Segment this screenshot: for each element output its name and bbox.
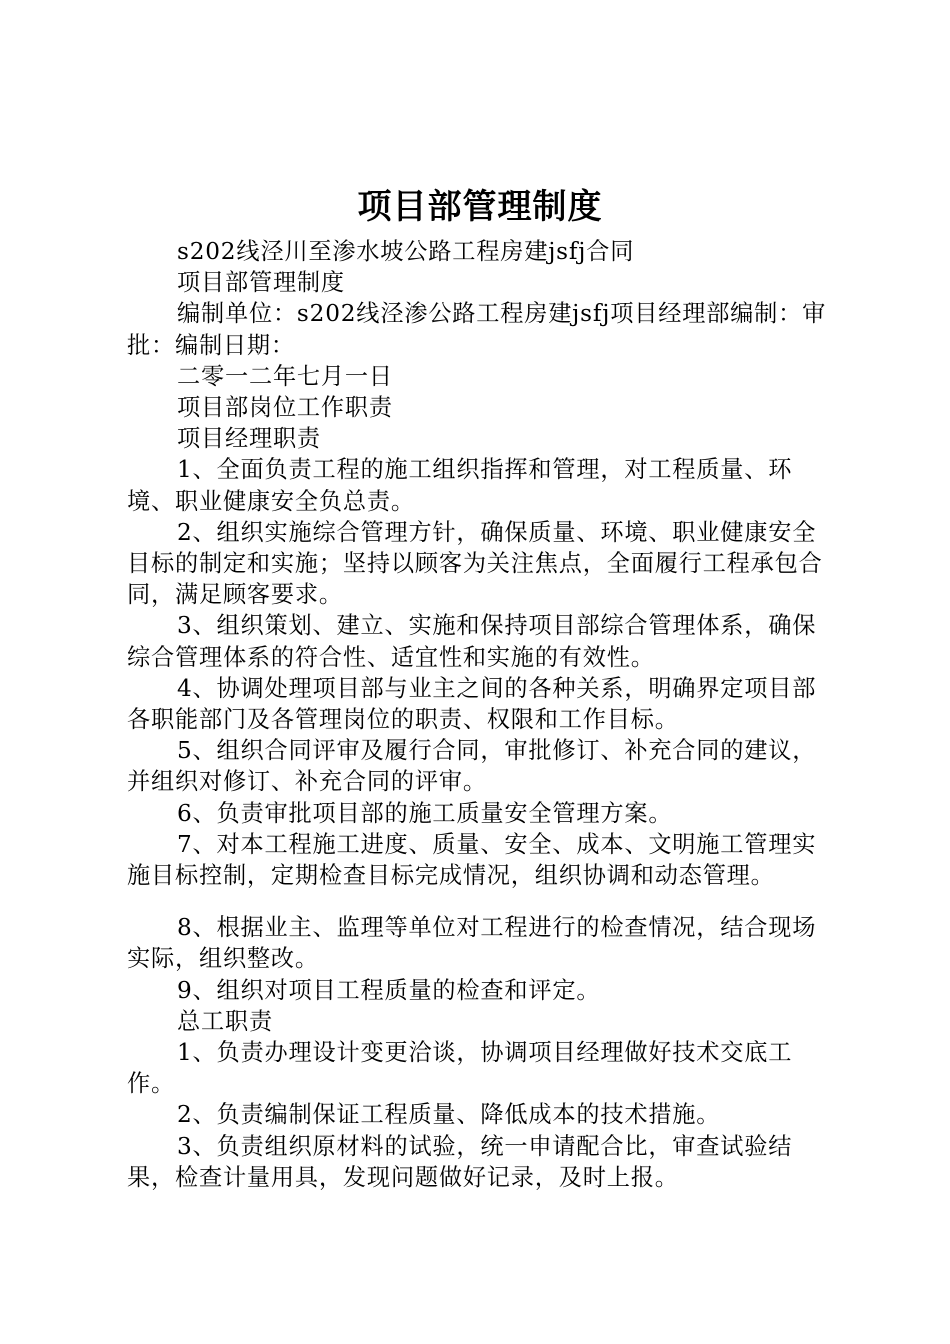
section-heading-manager-duties: 项目经理职责 bbox=[177, 425, 321, 453]
document-body bbox=[127, 236, 835, 1193]
list-item: 1、全面负责工程的施工组织指挥和管理，对工程质量、环境、职业健康安全负总责。 bbox=[127, 456, 793, 515]
list-item: 6、负责审批项目部的施工质量安全管理方案。 bbox=[177, 799, 673, 827]
paragraph-date: 二零一二年七月一日 bbox=[177, 362, 393, 390]
list-item: 3、负责组织原材料的试验，统一申请配合比，审查试验结果，检查计量用具，发现问题做好记录，及时上报。 bbox=[127, 1132, 793, 1191]
section-heading-chief-engineer-duties: 总工职责 bbox=[177, 1007, 273, 1035]
list-item: 5、组织合同评审及履行合同，审批修订、补充合同的建议，并组织对修订、补充合同的评审。 bbox=[127, 737, 817, 796]
list-item: 3、组织策划、建立、实施和保持项目部综合管理体系，确保综合管理体系的符合性、适宜性和实施的有效性。 bbox=[127, 612, 817, 671]
section-heading-post-duties: 项目部岗位工作职责 bbox=[177, 394, 393, 422]
paragraph-subtitle: 项目部管理制度 bbox=[177, 269, 345, 297]
paragraph-compiler-info: 编制单位：s202线泾渗公路工程房建jsfj项目经理部编制：审批：编制日期： bbox=[127, 300, 827, 359]
list-item: 9、组织对项目工程质量的检查和评定。 bbox=[177, 976, 601, 1004]
paragraph-contract-name: s202线泾川至渗水坡公路工程房建jsfj合同 bbox=[177, 238, 635, 265]
list-item: 1、负责办理设计变更洽谈，协调项目经理做好技术交底工作。 bbox=[127, 1039, 793, 1098]
list-item: 2、负责编制保证工程质量、降低成本的技术措施。 bbox=[177, 1101, 721, 1129]
list-item: 4、协调处理项目部与业主之间的各种关系，明确界定项目部各职能部门及各管理岗位的职责、权限和工作目标。 bbox=[127, 674, 817, 734]
list-item: 2、组织实施综合管理方针，确保质量、环境、职业健康安全目标的制定和实施；坚持以顾客为关注焦点，全面履行工程承包合同，满足顾客要求。 bbox=[127, 518, 823, 609]
document-title: 项目部管理制度 bbox=[357, 187, 603, 227]
list-item: 8、根据业主、监理等单位对工程进行的检查情况，结合现场实际，组织整改。 bbox=[127, 914, 817, 973]
list-item: 7、对本工程施工进度、质量、安全、成本、文明施工管理实施目标控制，定期检查目标完成情况，组织协调和动态管理。 bbox=[127, 830, 817, 890]
